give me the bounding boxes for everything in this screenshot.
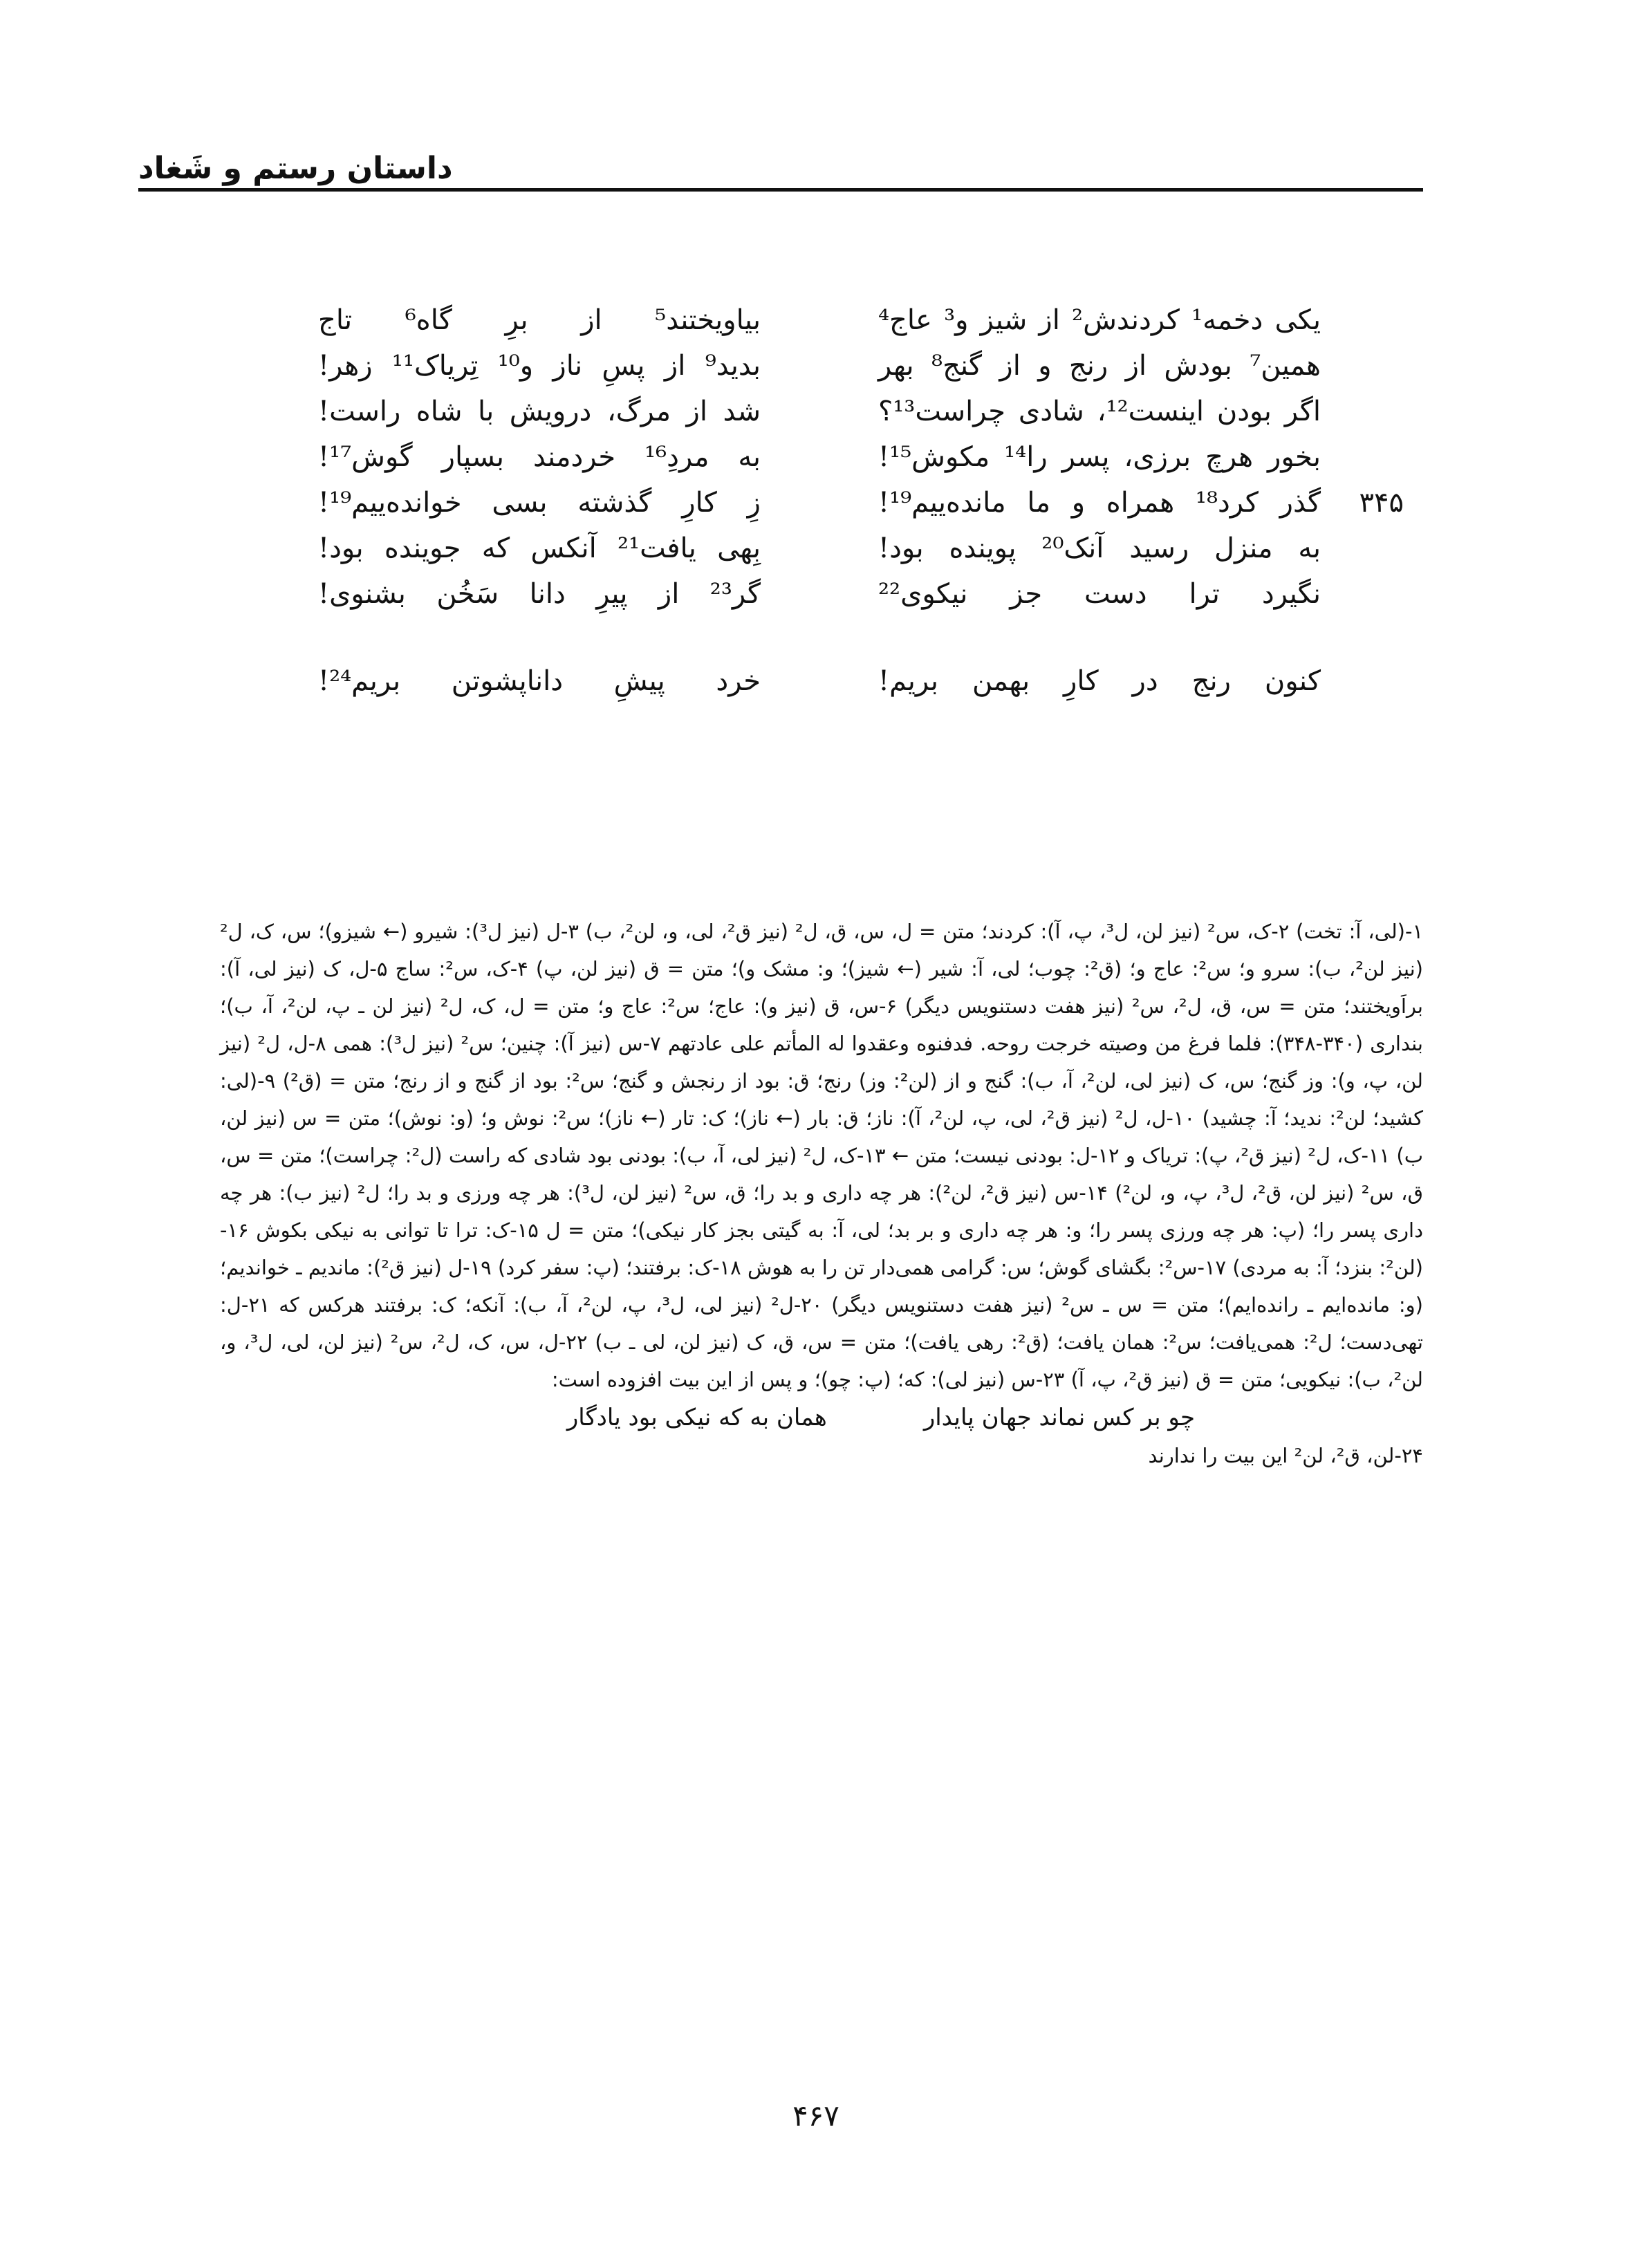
verse-row bbox=[228, 578, 1397, 624]
verse-hemistich-first: به منزل رسید آنک²⁰ پوینده بود! bbox=[878, 532, 1321, 564]
verse-hemistich-second: خرد پیشِ داناپشوتن بریم²⁴! bbox=[318, 665, 761, 697]
verse-row bbox=[228, 532, 1397, 578]
footnotes bbox=[220, 913, 1423, 1474]
verse-hemistich-second: گر²³ از پیرِ دانا سَخُن بشنوی! bbox=[318, 578, 761, 610]
verse-row bbox=[228, 396, 1397, 441]
verse-row bbox=[228, 665, 1397, 711]
footnote-added-verse bbox=[220, 1398, 1195, 1437]
verse-hemistich-second: بیاویختند⁵ از برِ گاه⁶ تاج bbox=[318, 304, 761, 336]
footnote-paragraph: ۱-(لی، آ: تخت) ۲-ک، س² (نیز لن، ل³، پ، آ): کردند؛ متن = ل، س، ق، ل² (نیز ق²، لی، و، لن²، ب) ۳-ل (نیز ل³): شیرو (← شیزو)؛ س، ک، ل² (نیز لن²، ب): سرو و؛ س²: عاج و؛ (ق²: چوب؛ لی، آ: شیر (← شیز)؛ و: مشک و)؛ متن = ق (نیز لن، پ) ۴-ک، س²: ساج ۵-ل، ک (نیز لی، آ): براَویختند؛ متن = س، ق، ل²، س² (نیز هفت دستنویس دیگر) ۶-س، ق (نیز و): عاج؛ س²: عاج و؛ متن = ل، ک، ل² (نیز لن ـ پ، لن²، آ، ب)؛ بنداری (۳۴۰-۳۴۸): فلما فرغ من وصیته خرجت روحه. فدفنوه وعقدوا له المأتم علی عادتهم ۷-س (نیز آ): چنین؛ س² (نیز ل³): همی ۸-ل، ل² (نیز لن، پ، و): وز گنج؛ س، ک (نیز لی، لن²، آ، ب): گنج و از (لن²: وز) رنج؛ ق: بود از رنجش و گنج؛ س²: بود از گنج و از رنج؛ متن = (ق²) ۹-(لی: کشید؛ لن²: ندید؛ آ: چشید) ۱۰-ل، ل² (نیز ق²، لی، پ، لن²، آ): ناز؛ ق: بار (← ناز)؛ ک: تار (← ناز)؛ س²: نوش و؛ (و: نوش)؛ متن = س (نیز لن، ب) ۱۱-ک، ل² (نیز ق²، پ): تریاک و ۱۲-ل: بودنی نیست؛ متن ← ۱۳-ک، ل² (نیز لی، آ، ب): بودنی بود شادی که راست (ل²: چراست)؛ متن = س، ق، س² (نیز لن، ق²، ل³، پ، و، لن²) ۱۴-س (نیز ق²، لن²): هر چه داری و بد را؛ ق، س² (نیز لن، ل³): هر چه ورزی و بد را؛ ل² (نیز ب): هر چه داری پسر را؛ (پ: هر چه ورزی پسر را؛ و: هر چه داری و بر بد؛ لی، آ: به گیتی بجز کار نیکی)؛ متن = ل ۱۵-ک: ترا تا توانی به نیکی بکوش ۱۶-(لن²: بنزد؛ آ: به مردی) ۱۷-س²: بگشای گوش؛ س: گرامی همی‌دار تن را به هوش ۱۸-ک: برفتند؛ (پ: سفر کرد) ۱۹-ل (نیز ق²): ماندیم ـ خواندیم؛ (و: مانده‌ایم ـ رانده‌ایم)؛ متن = س ـ س² (نیز هفت دستنویس دیگر) ۲۰-ل² (نیز لی، ل³، پ، لن²، آ، ب): آنکه؛ ک: برفتند هرکس که ۲۱-ل: تهی‌دست؛ ل²: همی‌یافت؛ س²: همان یافت؛ (ق²: رهی یافت)؛ متن = س، ق، ک (نیز لن، لی ـ ب) ۲۲-ل، س، ک، ل²، س² (نیز لن، لی، ل³، و، لن²، ب): نیکویی؛ متن = ق (نیز ق²، پ، آ) ۲۳-س (نیز لی): که؛ (پ: چو)؛ و پس از این بیت افزوده است: bbox=[220, 920, 1424, 1391]
verse-hemistich-first: گذر کرد¹⁸ همراه و ما مانده‌ییم¹⁹! bbox=[878, 487, 1321, 519]
page-number: ۴۶۷ bbox=[792, 2099, 839, 2133]
verse-row bbox=[228, 441, 1397, 487]
verse-row bbox=[228, 350, 1397, 396]
added-verse-first: چو بر کس نماند جهان پایدار bbox=[923, 1404, 1195, 1431]
verse-hemistich-second: زِ کارِ گذشته بسی خوانده‌ییم¹⁹! bbox=[318, 487, 761, 519]
verse-hemistich-second: بدید⁹ از پسِ ناز و¹⁰ تِریاک¹¹ زهر! bbox=[318, 350, 761, 382]
verse-hemistich-first: کنون رنج در کارِ بهمن بریم! bbox=[878, 665, 1321, 697]
added-verse-second: همان به که نیکی بود یادگار bbox=[566, 1404, 827, 1431]
footnote-last: ۲۴-لن، ق²، لن² این بیت را ندارند bbox=[1148, 1444, 1423, 1467]
verse-row bbox=[228, 487, 1404, 532]
verse-hemistich-first: یکی دخمه¹ کردندش² از شیز و³ عاج⁴ bbox=[878, 304, 1321, 336]
verse-hemistich-second: به مردِ¹⁶ خردمند بسپار گوش¹⁷! bbox=[318, 441, 761, 473]
verse-hemistich-first: نگیرد ترا دست جز نیکوی²² bbox=[878, 578, 1321, 610]
verse-hemistich-second: بِهی یافت²¹ آنکس که جوینده بود! bbox=[318, 532, 761, 564]
verse-hemistich-second: شد از مرگ، درویش با شاه راست! bbox=[318, 396, 761, 427]
verse-row bbox=[228, 304, 1397, 350]
header-rule bbox=[138, 188, 1423, 192]
running-header-title: داستان رستم و شَغاد bbox=[138, 151, 453, 186]
verse-hemistich-first: بخور هرچ برزی، پسر را¹⁴ مکوش¹⁵! bbox=[878, 441, 1321, 473]
verse-number: ۳۴۵ bbox=[1359, 487, 1404, 519]
verse-block bbox=[228, 304, 1404, 711]
verse-hemistich-first: همین⁷ بودش از رنج و از گنج⁸ بهر bbox=[878, 350, 1321, 382]
verse-hemistich-first: اگر بودن اینست¹²، شادی چراست¹³؟ bbox=[878, 396, 1321, 427]
